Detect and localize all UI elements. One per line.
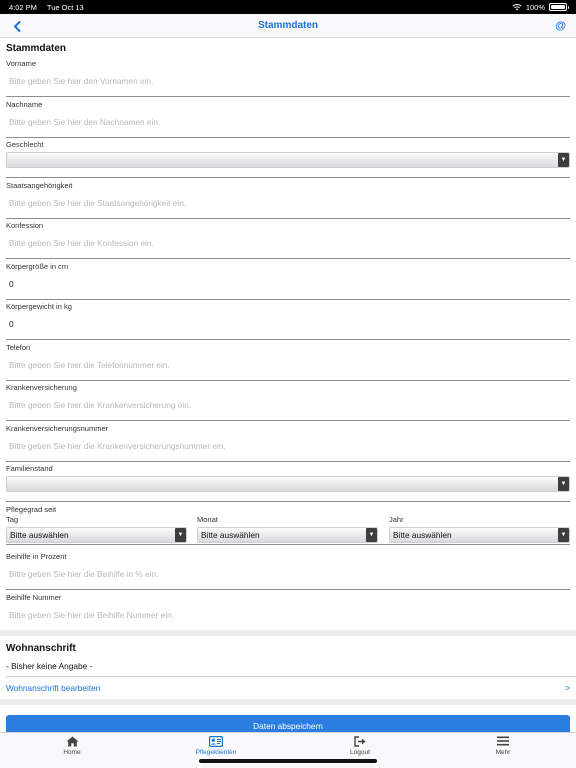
- field-label: Krankenversicherungsnummer: [6, 424, 109, 433]
- at-button[interactable]: @: [555, 20, 566, 32]
- field-telefon[interactable]: [6, 340, 570, 381]
- field-label: Familienstand: [6, 464, 53, 473]
- field-geschlecht[interactable]: [6, 137, 570, 178]
- tab-pflegeklienten[interactable]: [176, 735, 256, 759]
- field-koerpergewicht[interactable]: [6, 299, 570, 340]
- koerpergewicht-input[interactable]: 0: [9, 319, 14, 329]
- tag-select-value: Bitte auswählen: [10, 530, 69, 540]
- beihilfe-prozent-input[interactable]: Bitte geben Sie hier die Beihilfe in % ein.: [9, 569, 159, 579]
- krankenversicherungsnummer-input[interactable]: Bitte geben Sie hier die Krankenversicherungsnummer ein.: [9, 441, 226, 451]
- field-label: Körpergröße in cm: [6, 262, 69, 271]
- koerpergroesse-input[interactable]: 0: [9, 279, 14, 289]
- field-label: Geschlecht: [6, 140, 44, 149]
- chevron-right-icon[interactable]: >: [564, 683, 570, 693]
- beihilfe-nummer-input[interactable]: Bitte geben Sie hier die Beihilfe Nummer ein.: [9, 610, 175, 620]
- home-indicator: [199, 759, 377, 763]
- wifi-icon: [512, 3, 522, 11]
- jahr-select-value: Bitte auswählen: [393, 530, 452, 540]
- staatsangehoerigkeit-input[interactable]: Bitte geben Sie hier die Staatsangehörigkeit ein.: [9, 198, 187, 208]
- dropdown-arrow-icon: ▼: [366, 528, 377, 542]
- field-label: Telefon: [6, 343, 31, 352]
- status-right: [512, 3, 567, 12]
- pflegegrad-tag: [6, 515, 187, 543]
- home-icon: [66, 736, 79, 747]
- tag-label: Tag: [6, 515, 19, 524]
- tab-label: Mehr: [495, 749, 511, 756]
- tab-label: Logout: [350, 749, 370, 756]
- monat-select-value: Bitte auswählen: [201, 530, 260, 540]
- field-staatsangehoerigkeit[interactable]: [6, 178, 570, 219]
- tab-label: Home: [63, 749, 81, 756]
- section-title-wohnanschrift: Wohnanschrift: [6, 643, 76, 654]
- battery-icon: [549, 3, 567, 11]
- pflegegrad-group: [6, 502, 570, 545]
- field-krankenversicherung[interactable]: [6, 380, 570, 421]
- jahr-label: Jahr: [389, 515, 404, 524]
- field-label: Krankenversicherung: [6, 383, 77, 392]
- monat-label: Monat: [197, 515, 218, 524]
- status-date: Tue Oct 13: [46, 2, 84, 12]
- dropdown-arrow-icon: ▼: [175, 528, 186, 542]
- tab-home[interactable]: [32, 735, 112, 759]
- field-label: Beihilfe Nummer: [6, 593, 62, 602]
- wohnanschrift-value: - Bisher keine Angabe -: [6, 661, 93, 671]
- monat-select[interactable]: [197, 527, 378, 543]
- field-nachname[interactable]: [6, 97, 570, 138]
- field-konfession[interactable]: [6, 218, 570, 259]
- geschlecht-select[interactable]: [6, 152, 570, 168]
- status-left: [9, 3, 92, 12]
- field-vorname[interactable]: [6, 56, 570, 97]
- field-label: Beihilfe in Prozent: [6, 552, 67, 561]
- section-separator: [0, 630, 576, 636]
- pflegegrad-label: Pflegegrad seit: [6, 505, 57, 514]
- tab-label: Pflegeklienten: [195, 749, 237, 756]
- konfession-input[interactable]: Bitte geben Sie hier die Konfession ein.: [9, 238, 154, 248]
- dropdown-arrow-icon: ▼: [558, 477, 569, 491]
- menu-icon: [497, 736, 509, 746]
- pflegegrad-jahr: [389, 515, 570, 543]
- id-card-icon: [209, 736, 223, 747]
- krankenversicherung-input[interactable]: Bitte geben Sie hier die Krankenversicherung ein.: [9, 400, 192, 410]
- field-familienstand[interactable]: [6, 461, 570, 502]
- battery-percent: 100%: [525, 2, 545, 12]
- familienstand-select[interactable]: [6, 476, 570, 492]
- telefon-input[interactable]: Bitte geben Sie hier die Telefonnummer ein.: [9, 360, 170, 370]
- field-beihilfe-prozent[interactable]: [6, 549, 570, 590]
- vorname-input[interactable]: Bitte geben Sie hier den Vornamen ein.: [9, 76, 154, 86]
- jahr-select[interactable]: [389, 527, 570, 543]
- divider: [6, 544, 570, 545]
- dropdown-arrow-icon: ▼: [558, 528, 569, 542]
- chevron-left-icon: [13, 21, 21, 32]
- field-label: Konfession: [6, 221, 44, 230]
- wohnanschrift-edit-link[interactable]: Wohnanschrift bearbeiten: [6, 683, 101, 693]
- field-koerpergroesse[interactable]: [6, 259, 570, 300]
- logout-icon: [354, 736, 367, 747]
- field-label: Körpergewicht in kg: [6, 302, 72, 311]
- tab-mehr[interactable]: [463, 735, 543, 759]
- status-time: 4:02 PM: [9, 2, 37, 12]
- stammdaten-form: [0, 38, 576, 732]
- section-title-stammdaten: Stammdaten: [6, 43, 67, 54]
- save-data-button[interactable]: Daten abspeichern: [6, 715, 570, 732]
- divider: [6, 676, 576, 677]
- navigation-bar: [0, 14, 576, 38]
- nachname-input[interactable]: Bitte geben Sie hier den Nachnamen ein.: [9, 117, 161, 127]
- field-beihilfe-nummer[interactable]: [6, 590, 570, 631]
- status-bar: [0, 0, 576, 14]
- tag-select[interactable]: [6, 527, 187, 543]
- field-krankenversicherungsnummer[interactable]: [6, 421, 570, 462]
- field-label: Nachname: [6, 100, 43, 109]
- page-title: Stammdaten: [257, 20, 318, 31]
- section-separator: [0, 699, 576, 705]
- back-button[interactable]: [10, 18, 24, 34]
- field-label: Vorname: [6, 59, 37, 68]
- dropdown-arrow-icon: ▼: [558, 153, 569, 167]
- pflegegrad-monat: [197, 515, 378, 543]
- field-label: Staatsangehörigkeit: [6, 181, 73, 190]
- tab-logout[interactable]: [320, 735, 400, 759]
